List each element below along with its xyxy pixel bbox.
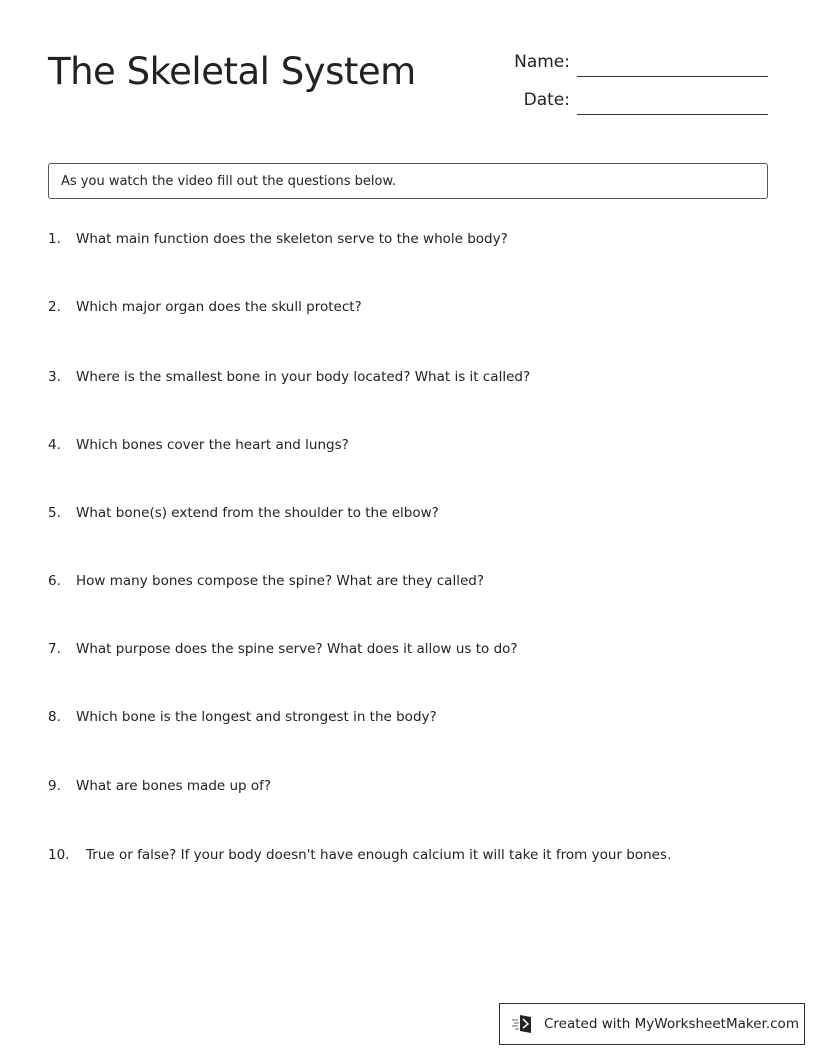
question-text: What are bones made up of? — [76, 778, 272, 794]
question-number: 2. — [48, 299, 61, 315]
question-number: 7. — [48, 641, 61, 657]
question-number: 4. — [48, 437, 61, 453]
question-text: True or false? If your body doesn't have enough calcium it will take it from your bones. — [86, 847, 672, 863]
question-number: 5. — [48, 505, 61, 521]
instructions-box: As you watch the video fill out the questions below. — [48, 163, 768, 199]
question-number: 10. — [48, 847, 70, 863]
name-field[interactable] — [577, 56, 768, 77]
question-text: What purpose does the spine serve? What does it allow us to do? — [76, 641, 518, 657]
worksheet-maker-logo-icon — [512, 1013, 536, 1035]
question-number: 8. — [48, 709, 61, 725]
date-field[interactable] — [577, 94, 768, 115]
question-text: Which major organ does the skull protect? — [76, 299, 362, 315]
question-text: Where is the smallest bone in your body located? What is it called? — [76, 369, 531, 385]
question-number: 9. — [48, 778, 61, 794]
question-number: 1. — [48, 231, 61, 247]
name-label: Name: — [514, 52, 570, 72]
question-text: What bone(s) extend from the shoulder to the elbow? — [76, 505, 439, 521]
question-text: How many bones compose the spine? What are they called? — [76, 573, 484, 589]
footer-badge — [499, 1003, 805, 1045]
question-text: Which bones cover the heart and lungs? — [76, 437, 349, 453]
date-label: Date: — [523, 90, 570, 110]
question-text: Which bone is the longest and strongest in the body? — [76, 709, 437, 725]
page-title: The Skeletal System — [48, 50, 416, 93]
footer-text: Created with MyWorksheetMaker.com — [544, 1016, 799, 1032]
question-number: 3. — [48, 369, 61, 385]
question-text: What main function does the skeleton serve to the whole body? — [76, 231, 508, 247]
question-number: 6. — [48, 573, 61, 589]
